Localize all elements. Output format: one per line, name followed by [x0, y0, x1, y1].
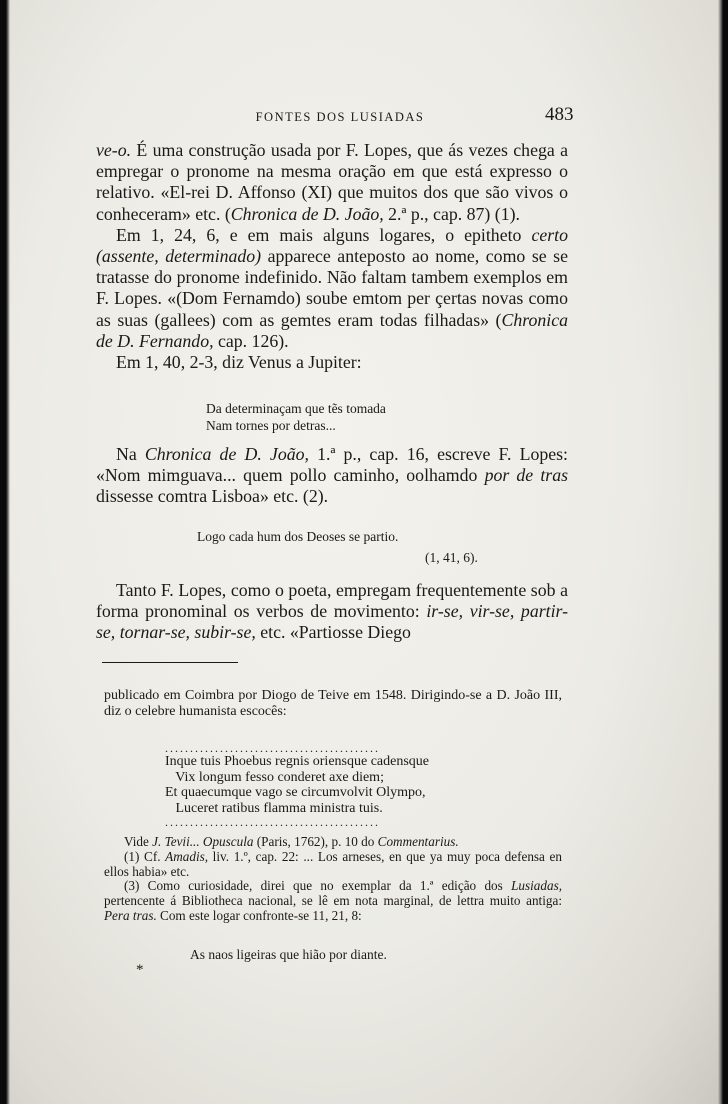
- text-italic: J. Tevii... Opuscula: [152, 834, 254, 849]
- text-span: Em 1, 24, 6, e em mais alguns logares, o epitheto: [116, 224, 532, 245]
- text-span: (1) Cf.: [124, 848, 166, 864]
- verse-line: Da determinaçam que tẽs tomada: [206, 401, 386, 416]
- text-italic: certo (assente, determinado): [96, 224, 568, 267]
- text-italic: Commentarius.: [377, 834, 459, 849]
- latin-line: Luceret ratibus flamma ministra tuis.: [165, 800, 383, 816]
- paragraph-5-text: [96, 580, 568, 644]
- verse-line: Nam tornes por detras...: [206, 418, 336, 433]
- verse-reference: (1, 41, 6).: [425, 550, 478, 565]
- latin-line: Et quaecumque vago se circumvolvit Olympo,: [165, 785, 426, 800]
- scan-edge-left: [0, 0, 10, 1104]
- footnote-1: [104, 850, 562, 880]
- running-head: FONTES DOS LUSIADAS: [255, 110, 425, 124]
- footnote-rule: [102, 662, 238, 663]
- text-span: 1.ª p., cap. 16, escreve F. Lopes: «Nom mimguava... quem pollo caminho, oolhamdo: [96, 444, 568, 486]
- main-paragraph: [96, 140, 568, 373]
- text-span: Na: [116, 444, 145, 464]
- text-italic: Chronica de D. João,: [230, 203, 384, 224]
- ellipsis-dots: ...........................................: [165, 741, 380, 755]
- text-span: apparece anteposto ao nome, como se se tratasse do pronome indefinido. Não faltam tambem exemplos em F. Lopes. «(Dom Fernamdo) soube emtom per çertas novas como as suas (gallees) com as gemtes eram todas filhadas» (: [96, 246, 568, 330]
- footnote-continued: [104, 688, 562, 719]
- text-span: É uma construção usada por F. Lopes, que ás vezes chega a empregar o pronome na mesma oração em que está expresso o relativo. «El-rei D. Affonso (XI) que muitos dos que são vivos o conheceram» etc. (: [96, 140, 568, 224]
- text-italic: Amadis,: [165, 848, 209, 864]
- text-span: liv. 1.º, cap. 22: ... Los arneses, en que ya muy poca defensa en ellos habia» etc.: [104, 848, 562, 879]
- paragraph-3: Em 1, 40, 2-3, diz Venus a Jupiter:: [116, 352, 362, 373]
- text-span: (Paris, 1762), p. 10 do: [253, 834, 378, 849]
- text-span: Tanto F. Lopes, como o poeta, empregam frequentemente sob a forma pronominal os verbos de movimento:: [96, 580, 568, 622]
- footnotes-lower: [104, 835, 562, 924]
- text-italic: por de tras: [484, 465, 569, 486]
- text-span: etc. «Partiosse Diego: [255, 622, 411, 643]
- footnote-text: publicado em Coimbra por Diogo de Teive em 1548. Dirigindo-se a D. João III, diz o celebre humanista escocês:: [104, 688, 562, 719]
- paragraph-5: [96, 580, 568, 644]
- text-italic: Chronica de D. João,: [144, 444, 309, 464]
- vide-reference: [104, 835, 562, 850]
- text-span: pertencente á Bibliotheca nacional, se lê em nota marginal, de lettra muito antiga:: [104, 893, 562, 909]
- paragraph-4-text: [96, 444, 568, 508]
- text-span: (3) Como curiosidade, direi que no exemplar da 1.ª edição dos: [124, 878, 512, 894]
- text-span: 2.ª p., cap. 87) (1).: [383, 203, 520, 224]
- asterisk-mark: *: [136, 962, 144, 978]
- text-italic: Pera tras.: [104, 907, 157, 923]
- text-italic: Chronica de D. Fernando,: [96, 309, 568, 351]
- paragraph-2: [96, 225, 568, 352]
- verse-quote-1: [206, 400, 386, 434]
- text-span: Vide: [124, 834, 153, 849]
- scan-edge-right: [718, 0, 728, 1104]
- text-italic: Lusiadas,: [511, 878, 562, 894]
- ellipsis-dots: ...........................................: [165, 815, 380, 829]
- text-span: Com este logar confronte-se 11, 21, 8:: [156, 907, 362, 923]
- text-italic: ir-se, vir-se, partir-se, tornar-se, subir-se,: [96, 601, 568, 643]
- paragraph-4: [96, 444, 568, 508]
- paragraph-1: [96, 140, 568, 225]
- page-number: 483: [545, 104, 574, 125]
- text-italic: ve-o.: [96, 140, 132, 160]
- text-span: cap. 126).: [213, 330, 289, 351]
- verse-quote-3: As naos ligeiras que hião por diante.: [190, 947, 387, 962]
- latin-verse: [165, 742, 429, 828]
- latin-line: Vix longum fesso conderet axe diem;: [165, 769, 384, 785]
- footnote-3: [104, 879, 562, 923]
- text-span: dissesse comtra Lisboa» etc. (2).: [96, 486, 329, 507]
- latin-line: Inque tuis Phoebus regnis oriensque cadensque: [165, 754, 429, 769]
- verse-quote-2: Logo cada hum dos Deoses se partio.: [197, 529, 399, 544]
